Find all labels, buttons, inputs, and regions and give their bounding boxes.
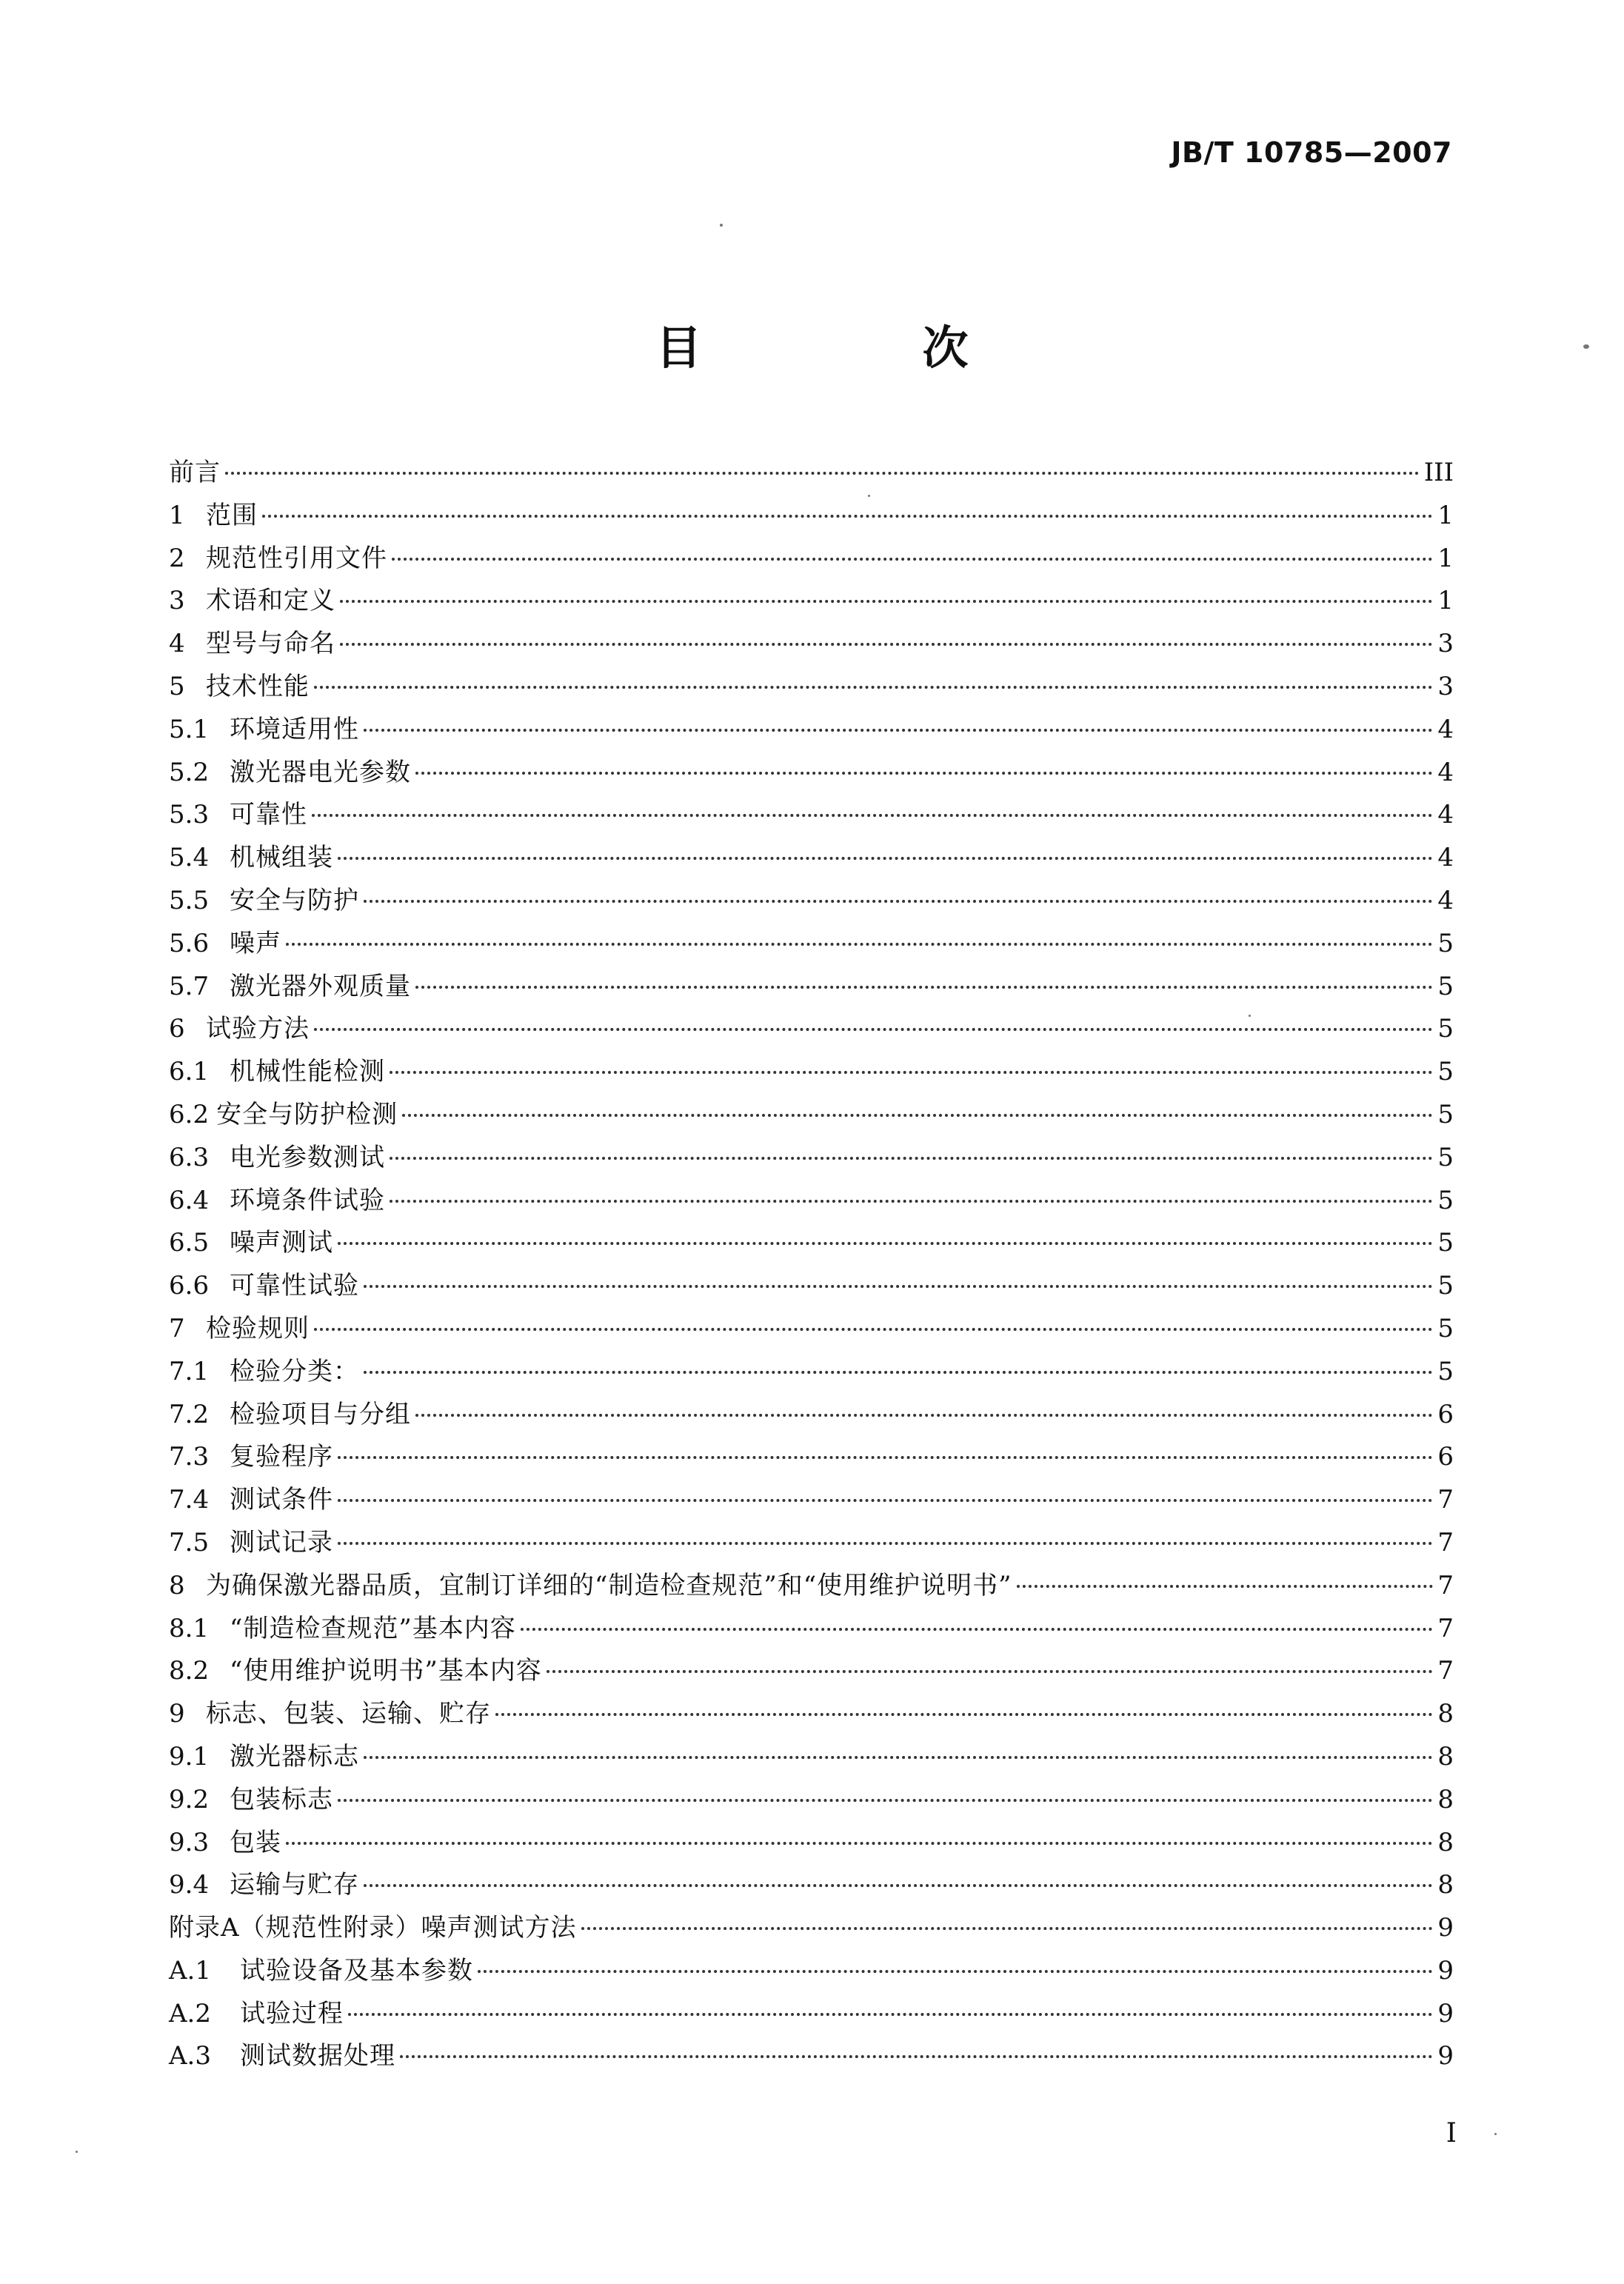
scan-speck — [76, 2151, 78, 2153]
dot-leader — [390, 1071, 1433, 1074]
dot-leader — [364, 1756, 1433, 1759]
toc-entry[interactable] — [169, 1608, 1454, 1651]
toc-entry[interactable] — [169, 1522, 1454, 1565]
toc-entry-number: 6.4 — [169, 1185, 210, 1215]
dot-leader — [314, 1028, 1433, 1031]
toc-entry-title: 环境条件试验 — [230, 1185, 385, 1215]
toc-entry[interactable] — [169, 1736, 1454, 1779]
toc-entry-title: 机械组装 — [230, 843, 333, 873]
toc-entry[interactable] — [169, 1137, 1454, 1180]
dot-leader — [312, 814, 1433, 817]
toc-entry[interactable] — [169, 709, 1454, 752]
toc-entry-number: 9.3 — [169, 1827, 210, 1857]
scan-speck — [868, 495, 870, 497]
scan-speck — [720, 224, 723, 227]
toc-entry-title: 检验规则 — [206, 1313, 310, 1343]
dot-leader — [338, 857, 1433, 860]
toc-entry-page: 1 — [1437, 586, 1454, 616]
toc-entry-number: 5.5 — [169, 885, 210, 915]
toc-entry-number: 8.2 — [169, 1656, 210, 1686]
toc-entry[interactable] — [169, 1993, 1454, 2036]
toc-entry-page: 7 — [1437, 1527, 1454, 1557]
toc-entry-title: 规范性引用文件 — [206, 543, 387, 573]
dot-leader — [392, 558, 1433, 561]
dot-leader — [364, 1285, 1433, 1288]
table-of-contents — [169, 452, 1454, 2078]
toc-entry-title: 型号与命名 — [206, 629, 335, 659]
toc-entry[interactable] — [169, 1650, 1454, 1693]
toc-entry-number: 7.4 — [169, 1485, 210, 1515]
toc-entry[interactable] — [169, 1907, 1454, 1950]
toc-entry-number: 7 — [169, 1313, 185, 1343]
toc-entry[interactable] — [169, 1308, 1454, 1351]
toc-entry[interactable] — [169, 966, 1454, 1009]
toc-entry[interactable] — [169, 1479, 1454, 1522]
dot-leader — [338, 1799, 1433, 1802]
toc-entry[interactable] — [169, 2035, 1454, 2078]
toc-entry[interactable] — [169, 1565, 1454, 1608]
toc-entry-page: 1 — [1437, 500, 1454, 530]
toc-entry-title: 环境适用性 — [230, 714, 359, 744]
toc-entry-number: 9.1 — [169, 1741, 210, 1772]
toc-entry-page: 8 — [1437, 1827, 1454, 1857]
toc-entry-page: 3 — [1437, 671, 1454, 701]
toc-entry-page: 4 — [1437, 714, 1454, 744]
dot-leader — [364, 729, 1433, 732]
toc-entry-number: A.2 — [169, 1998, 211, 2028]
scan-speck — [1583, 344, 1589, 349]
dot-leader — [415, 1414, 1433, 1417]
toc-entry[interactable] — [169, 837, 1454, 880]
toc-entry[interactable] — [169, 1864, 1454, 1907]
toc-entry-page: 5 — [1437, 1142, 1454, 1172]
dot-leader — [415, 986, 1433, 989]
toc-entry-page: 9 — [1437, 2041, 1454, 2071]
dot-leader — [402, 1114, 1433, 1117]
toc-entry-title: 测试数据处理 — [240, 2041, 395, 2071]
dot-leader — [495, 1713, 1433, 1716]
dot-leader — [338, 1242, 1433, 1245]
toc-entry-number: 5 — [169, 671, 185, 701]
toc-entry[interactable] — [169, 1222, 1454, 1265]
toc-entry-title: 激光器外观质量 — [230, 971, 411, 1001]
toc-entry-number: 6.3 — [169, 1142, 210, 1172]
toc-entry-page: 9 — [1437, 1913, 1454, 1943]
dot-leader — [286, 1842, 1433, 1845]
toc-entry-page: 7 — [1437, 1656, 1454, 1686]
dot-leader — [547, 1670, 1433, 1673]
toc-entry-number: 7.3 — [169, 1442, 210, 1472]
toc-entry-page: 5 — [1437, 1228, 1454, 1258]
toc-entry-title: “制造检查规范”基本内容 — [230, 1613, 516, 1643]
dot-leader — [364, 1371, 1433, 1374]
scan-speck — [1249, 1015, 1251, 1017]
dot-leader — [415, 772, 1433, 775]
toc-entry-number: 7.2 — [169, 1399, 210, 1429]
dot-leader — [364, 1884, 1433, 1887]
toc-entry-number: 5.1 — [169, 714, 210, 744]
dot-leader — [581, 1927, 1433, 1930]
toc-entry-title: 试验方法 — [206, 1014, 310, 1044]
toc-entry[interactable] — [169, 1394, 1454, 1437]
toc-entry-page: 7 — [1437, 1613, 1454, 1643]
toc-entry-page: 4 — [1437, 885, 1454, 915]
toc-entry-title: 测试记录 — [230, 1527, 333, 1557]
toc-entry[interactable] — [169, 1094, 1454, 1137]
toc-entry-page: 6 — [1437, 1399, 1454, 1429]
dot-leader — [390, 1157, 1433, 1160]
toc-entry-title: 噪声 — [230, 928, 281, 958]
toc-entry-title: 运输与贮存 — [230, 1870, 359, 1900]
toc-entry-number: 5.4 — [169, 843, 210, 873]
toc-entry-page: 5 — [1437, 928, 1454, 958]
toc-entry-page: 4 — [1437, 800, 1454, 830]
toc-entry-title: 试验设备及基本参数 — [240, 1955, 473, 1986]
toc-entry[interactable] — [169, 923, 1454, 966]
dot-leader — [400, 2055, 1433, 2058]
toc-entry-title: 范围 — [206, 500, 258, 530]
toc-entry-page: 5 — [1437, 1057, 1454, 1087]
toc-entry-number: 8.1 — [169, 1613, 210, 1643]
dot-leader — [314, 686, 1433, 689]
toc-entry[interactable] — [169, 495, 1454, 538]
dot-leader — [478, 1970, 1433, 1973]
toc-entry-title: 安全与防护 — [230, 885, 359, 915]
toc-entry-title: 激光器标志 — [230, 1741, 359, 1772]
toc-entry-number: 5.7 — [169, 971, 210, 1001]
toc-entry[interactable] — [169, 880, 1454, 923]
toc-entry[interactable] — [169, 452, 1454, 495]
dot-leader — [338, 1456, 1433, 1459]
toc-entry-page: 4 — [1437, 757, 1454, 787]
dot-leader — [521, 1628, 1433, 1631]
toc-entry-title: 包装标志 — [230, 1784, 333, 1814]
toc-entry-number: 3 — [169, 586, 185, 616]
toc-entry-number: 5.6 — [169, 928, 210, 958]
toc-entry-number: 7.1 — [169, 1356, 210, 1386]
toc-entry-title: 检验项目与分组 — [230, 1399, 411, 1429]
toc-entry[interactable] — [169, 580, 1454, 623]
toc-entry-number: 5.3 — [169, 800, 210, 830]
toc-entry-page: 5 — [1437, 1185, 1454, 1215]
dot-leader — [1017, 1585, 1433, 1588]
toc-entry[interactable] — [169, 1051, 1454, 1094]
toc-entry[interactable] — [169, 1436, 1454, 1479]
toc-entry-page: 5 — [1437, 1099, 1454, 1129]
dot-leader — [390, 1200, 1433, 1203]
toc-entry-page: 3 — [1437, 629, 1454, 659]
toc-entry[interactable] — [169, 752, 1454, 795]
toc-entry-number: 9 — [169, 1699, 185, 1729]
toc-entry-title: 术语和定义 — [206, 586, 335, 616]
toc-entry-number: 4 — [169, 629, 185, 659]
toc-entry-page: 5 — [1437, 1271, 1454, 1301]
toc-entry-number: 1 — [169, 500, 185, 530]
toc-entry-title: 复验程序 — [230, 1442, 333, 1472]
toc-entry[interactable] — [169, 1265, 1454, 1308]
toc-entry-page: 8 — [1437, 1784, 1454, 1814]
toc-entry-number: 6.6 — [169, 1271, 210, 1301]
toc-entry-page: 1 — [1437, 543, 1454, 573]
toc-entry[interactable] — [169, 538, 1454, 581]
toc-entry-page: 8 — [1437, 1741, 1454, 1772]
toc-entry-page: 9 — [1437, 1955, 1454, 1986]
toc-entry-title: 机械性能检测 — [230, 1057, 385, 1087]
toc-entry[interactable] — [169, 1822, 1454, 1865]
toc-entry[interactable] — [169, 666, 1454, 709]
toc-entry-page: 5 — [1437, 971, 1454, 1001]
toc-entry[interactable] — [169, 1351, 1454, 1394]
toc-entry-page: 7 — [1437, 1485, 1454, 1515]
toc-entry-title: 标志、包装、运输、贮存 — [206, 1699, 491, 1729]
toc-entry-title: 包装 — [230, 1827, 281, 1857]
toc-entry-title: 检验分类： — [230, 1356, 359, 1386]
scan-speck — [1494, 2133, 1497, 2135]
dot-leader — [348, 2013, 1433, 2016]
dot-leader — [338, 1499, 1433, 1502]
toc-entry-number: 5.2 — [169, 757, 210, 787]
toc-entry-number: 9.2 — [169, 1784, 210, 1814]
toc-entry-number: 6.2 — [169, 1099, 210, 1129]
toc-entry-title: 可靠性试验 — [230, 1271, 359, 1301]
toc-entry-number: A.3 — [169, 2041, 211, 2071]
toc-entry[interactable] — [169, 623, 1454, 666]
toc-entry-title: 电光参数测试 — [230, 1142, 385, 1172]
dot-leader — [286, 943, 1433, 946]
toc-entry-number: 6.1 — [169, 1057, 210, 1087]
toc-entry-title: 附录A（规范性附录）噪声测试方法 — [169, 1913, 577, 1943]
toc-entry-title: 为确保激光器品质，宜制订详细的“制造检查规范”和“使用维护说明书” — [206, 1570, 1012, 1600]
dot-leader — [338, 1542, 1433, 1545]
toc-entry-title: 前言 — [169, 458, 221, 487]
toc-entry-page: 8 — [1437, 1699, 1454, 1729]
dot-leader — [262, 515, 1433, 518]
toc-entry-number: 6 — [169, 1014, 185, 1044]
toc-entry-page: 5 — [1437, 1313, 1454, 1343]
toc-entry-title: 安全与防护检测 — [216, 1099, 398, 1129]
toc-entry-title: 试验过程 — [240, 1998, 344, 2028]
toc-entry-page: 5 — [1437, 1356, 1454, 1386]
toc-entry[interactable] — [169, 1950, 1454, 1993]
standard-code: JB/T 10785—2007 — [1171, 136, 1452, 169]
toc-entry-number: 9.4 — [169, 1870, 210, 1900]
toc-entry-page: 9 — [1437, 1998, 1454, 2028]
toc-entry-page: 8 — [1437, 1870, 1454, 1900]
toc-entry-number: 6.5 — [169, 1228, 210, 1258]
toc-entry[interactable] — [169, 794, 1454, 837]
toc-entry-title: 可靠性 — [230, 800, 307, 830]
page-title: 目 次 — [655, 321, 1056, 375]
toc-entry[interactable] — [169, 1008, 1454, 1051]
toc-entry-number: 7.5 — [169, 1527, 210, 1557]
toc-entry[interactable] — [169, 1180, 1454, 1223]
dot-leader — [364, 900, 1433, 903]
toc-entry-page: 5 — [1437, 1014, 1454, 1044]
toc-entry[interactable] — [169, 1779, 1454, 1822]
toc-entry-number: A.1 — [169, 1955, 211, 1986]
dot-leader — [225, 472, 1420, 475]
toc-entry-title: 测试条件 — [230, 1485, 333, 1515]
toc-entry-page: 4 — [1437, 843, 1454, 873]
dot-leader — [340, 643, 1433, 646]
toc-entry-page: 7 — [1437, 1570, 1454, 1600]
toc-entry-title: 噪声测试 — [230, 1228, 333, 1258]
toc-entry-page: 6 — [1437, 1442, 1454, 1472]
toc-entry[interactable] — [169, 1693, 1454, 1736]
toc-entry-title: 激光器电光参数 — [230, 757, 411, 787]
page-number: I — [1446, 2118, 1457, 2148]
dot-leader — [340, 600, 1433, 603]
toc-entry-number: 8 — [169, 1570, 185, 1600]
toc-entry-page: III — [1423, 458, 1454, 487]
toc-entry-number: 2 — [169, 543, 185, 573]
dot-leader — [314, 1328, 1433, 1331]
toc-entry-title: 技术性能 — [206, 671, 310, 701]
toc-entry-title: “使用维护说明书”基本内容 — [230, 1656, 542, 1686]
